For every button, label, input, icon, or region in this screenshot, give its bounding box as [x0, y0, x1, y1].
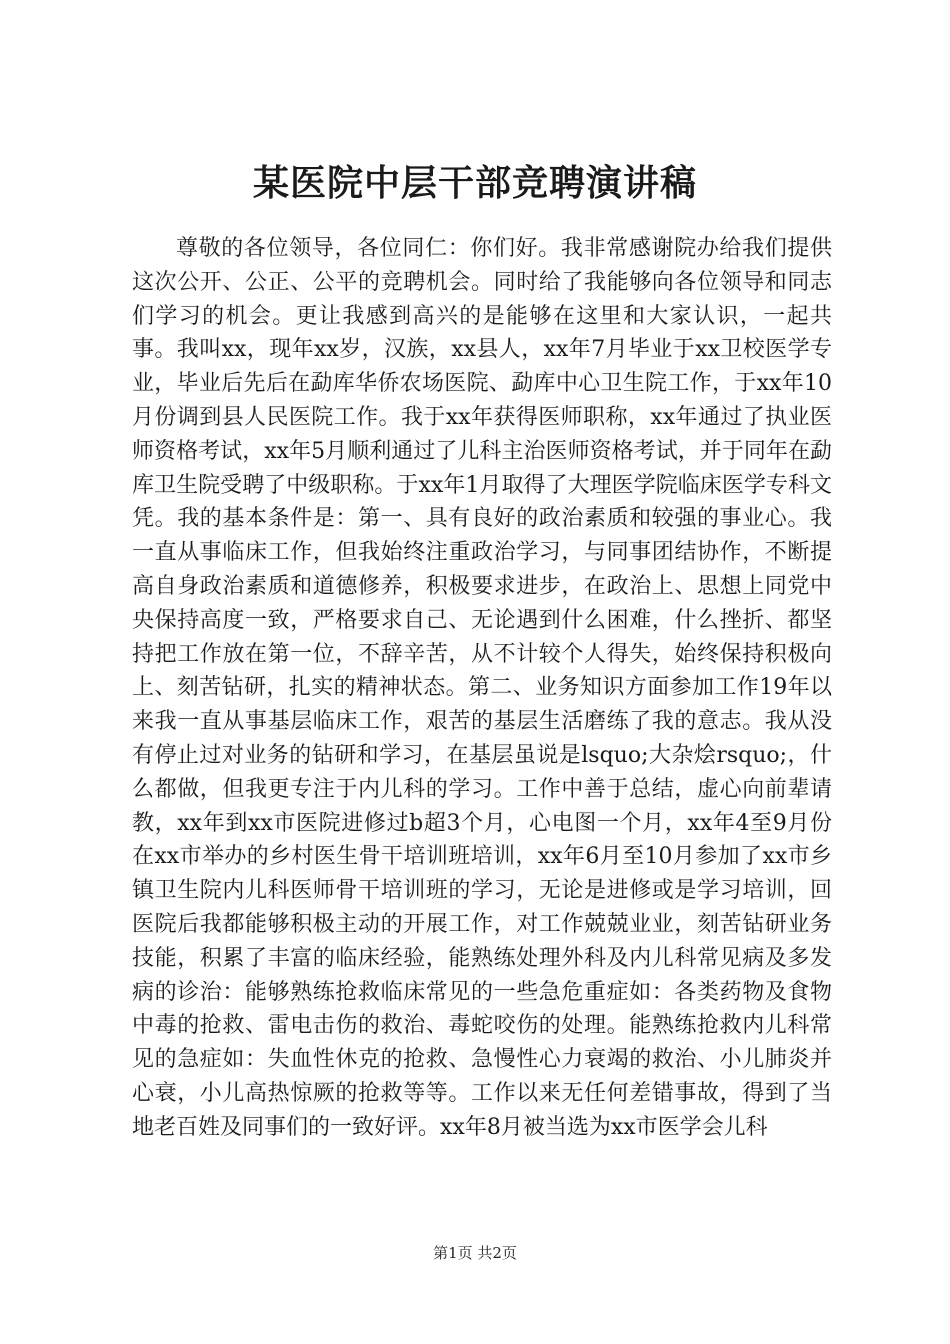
- body-paragraph: 尊敬的各位领导，各位同仁：你们好。我非常感谢院办给我们提供这次公开、公正、公平的竞聘机会。同时给了我能够向各位领导和同志们学习的机会。更让我感到高兴的是能够在这里和大家认识，一起共事。我叫xx，现年xx岁，汉族，xx县人，xx年7月毕业于xx卫校医学专业，毕业后先后在勐库华侨农场医院、勐库中心卫生院工作，于xx年10月份调到县人民医院工作。我于xx年获得医师职称，xx年通过了执业医师资格考试，xx年5月顺利通过了儿科主治医师资格考试，并于同年在勐库卫生院受聘了中级职称。于xx年1月取得了大理医学院临床医学专科文凭。我的基本条件是：第一、具有良好的政治素质和较强的事业心。我一直从事临床工作，但我始终注重政治学习，与同事团结协作，不断提高自身政治素质和道德修养，积极要求进步，在政治上、思想上同党中央保持高度一致，严格要求自己、无论遇到什么困难，什么挫折、都坚持把工作放在第一位，不辞辛苦，从不计较个人得失，始终保持积极向上、刻苦钻研，扎实的精神状态。第二、业务知识方面参加工作19年以来我一直从事基层临床工作，艰苦的基层生活磨练了我的意志。我从没有停止过对业务的钻研和学习，在基层虽说是lsquo;大杂烩rsquo;，什么都做，但我更专注于内儿科的学习。工作中善于总结，虚心向前辈请教，xx年到xx市医院进修过b超3个月，心电图一个月，xx年4至9月份在xx市举办的乡村医生骨干培训班培训，xx年6月至10月参加了xx市乡镇卫生院内儿科医师骨干培训班的学习，无论是进修或是学习培训，回医院后我都能够积极主动的开展工作，对工作兢兢业业，刻苦钻研业务技能，积累了丰富的临床经验，能熟练处理外科及内儿科常见病及多发病的诊治：能够熟练抢救临床常见的一些急危重症如：各类药物及食物中毒的抢救、雷电击伤的救治、毒蛇咬伤的处理。能熟练抢救内儿科常见的急症如：失血性休克的抢救、急慢性心力衰竭的救治、小儿肺炎并心衰，小儿高热惊厥的抢救等等。工作以来无任何差错事故，得到了当地老百姓及同事们的一致好评。xx年8月被当选为xx市医学会儿科: [132, 236, 832, 1140]
- document-title: 某医院中层干部竞聘演讲稿: [252, 162, 697, 204]
- page-number-footer: 第1页 共2页: [433, 1244, 517, 1262]
